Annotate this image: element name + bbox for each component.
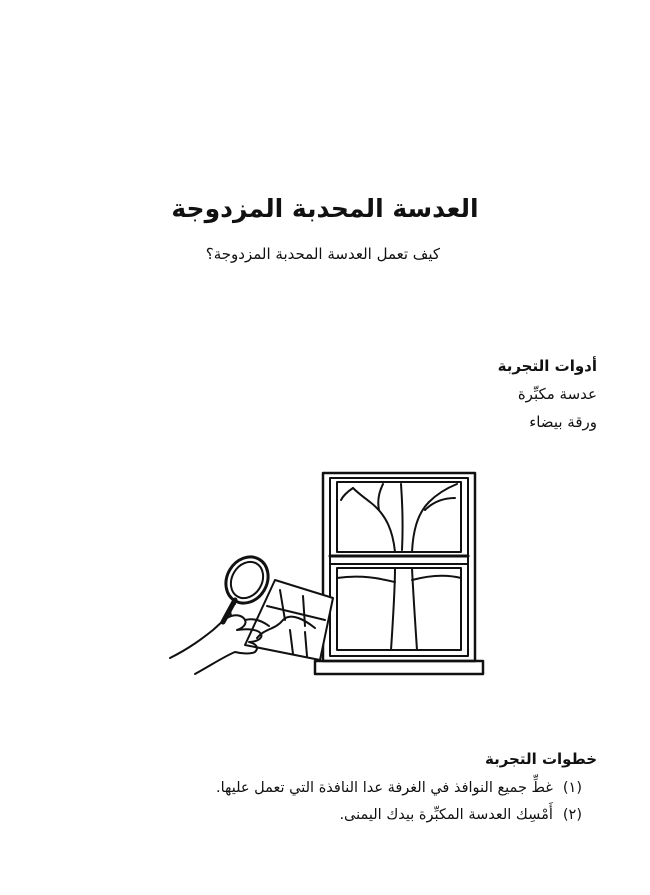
tools-list — [518, 380, 597, 436]
step-text: أَمْسِك العدسة المكبِّرة بيدك اليمنى. — [339, 807, 553, 823]
page-title: العدسة المحدبة المزدوجة — [171, 193, 479, 223]
step-number: (٢) — [562, 807, 582, 823]
steps-heading: خطوات التجربة — [484, 750, 597, 769]
tools-heading: أدوات التجربة — [497, 357, 597, 376]
tool-item: عدسة مكبِّرة — [517, 385, 597, 403]
step-text: غطِّ جميع النوافذ في الغرفة عدا النافذة التي تعمل عليها. — [216, 780, 553, 796]
step-number: (١) — [562, 780, 582, 796]
step-item — [216, 802, 582, 829]
experiment-question: كيف تعمل العدسة المحدبة المزدوجة؟ — [205, 245, 440, 263]
tool-item: ورقة بيضاء — [529, 413, 597, 431]
step-item — [216, 775, 582, 802]
experiment-illustration — [165, 470, 490, 682]
window-icon — [315, 473, 483, 674]
steps-list — [216, 775, 582, 829]
